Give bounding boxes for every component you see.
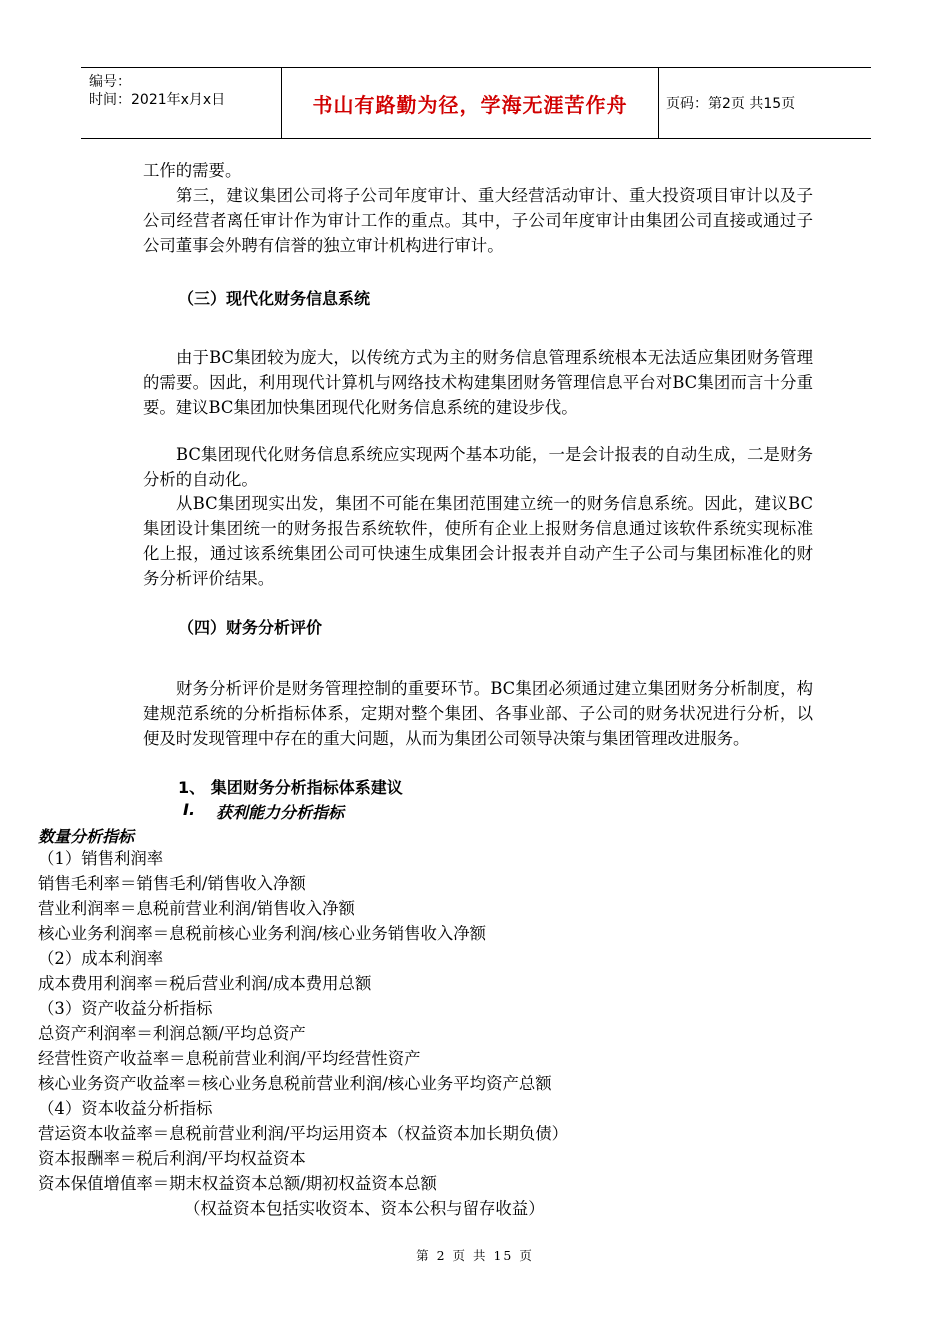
indicator-line: （3）资产收益分析指标 xyxy=(38,999,213,1018)
paragraph-info-system-intro: 由于BC集团较为庞大，以传统方式为主的财务信息管理系统根本无法适应集团财务管理的需要。因此，利用现代计算机与网络技术构建集团财务管理信息平台对BC集团而言十分重要。建议BC集团加快集团现代化财务信息系统的建设步伐。 xyxy=(143,348,813,417)
paragraph-financial-analysis: 财务分析评价是财务管理控制的重要环节。BC集团必须通过建立集团财务分析制度，构建规范系统的分析指标体系，定期对整个集团、各事业部、子公司的财务状况进行分析，以便及时发现管理中存在的重大问题，从而为集团公司领导决策与集团管理改进服务。 xyxy=(143,679,813,748)
page-footer: 第 2 页 共 15 页 xyxy=(416,1248,534,1263)
roman-numeral: I. xyxy=(183,800,196,819)
indicator-line: （2）成本利润率 xyxy=(38,949,164,968)
quantitative-heading: 数量分析指标 xyxy=(38,827,135,846)
paragraph-audit-focus: 第三，建议集团公司将子公司年度审计、重大经营活动审计、重大投资项目审计以及子公司经营者离任审计作为审计工作的重点。其中，子公司年度审计由集团公司直接或通过子公司董事会外聘有信誉的独立审计机构进行审计。 xyxy=(143,186,813,255)
subsection-heading: 1、 集团财务分析指标体系建议 xyxy=(178,778,403,797)
header-meta xyxy=(81,68,282,138)
indicator-line: 资本报酬率＝税后利润/平均权益资本 xyxy=(38,1149,306,1168)
paragraph-info-system-proposal: 从BC集团现实出发，集团不可能在集团范围建立统一的财务信息系统。因此，建议BC集团设计集团统一的财务报告系统软件，使所有企业上报财务信息通过该软件系统实现标准化上报，通过该系统集团公司可快速生成集团会计报表并自动产生子公司与集团标准化的财务分析评价结果。 xyxy=(143,494,813,588)
indicator-line: 销售毛利率＝销售毛利/销售收入净额 xyxy=(38,874,306,893)
indicator-line: 成本费用利润率＝税后营业利润/成本费用总额 xyxy=(38,974,372,993)
header-motto: 书山有路勤为径，学海无涯苦作舟 xyxy=(282,68,659,138)
indicator-line: （4）资本收益分析指标 xyxy=(38,1099,213,1118)
indicator-line: 营运资本收益率＝息税前营业利润/平均运用资本（权益资本加长期负债） xyxy=(38,1124,569,1143)
paragraph-info-system-functions: BC集团现代化财务信息系统应实现两个基本功能，一是会计报表的自动生成，二是财务分析的自动化。 xyxy=(143,445,813,489)
header-page-info: 页码：第2页 共15页 xyxy=(666,96,796,112)
document-date: 时间：2021年x月x日 xyxy=(89,92,226,108)
indicator-line: 核心业务利润率＝息税前核心业务利润/核心业务销售收入净额 xyxy=(38,924,487,943)
indicator-line: （1）销售利润率 xyxy=(38,849,164,868)
paragraph-continuation: 工作的需要。 xyxy=(143,161,242,180)
equity-note: （权益资本包括实收资本、资本公积与留存收益） xyxy=(184,1199,545,1218)
section-heading-info-system: （三）现代化财务信息系统 xyxy=(178,289,371,308)
page-header xyxy=(81,67,871,139)
section-heading-financial-analysis: （四）财务分析评价 xyxy=(178,618,323,637)
indicator-line: 总资产利润率＝利润总额/平均总资产 xyxy=(38,1024,306,1043)
document-number-label: 编号： xyxy=(89,74,131,90)
indicator-line: 经营性资产收益率＝息税前营业利润/平均经营性资产 xyxy=(38,1049,421,1068)
indicator-line: 营业利润率＝息税前营业利润/销售收入净额 xyxy=(38,899,355,918)
indicator-line: 资本保值增值率＝期末权益资本总额/期初权益资本总额 xyxy=(38,1174,437,1193)
indicator-line: 核心业务资产收益率＝核心业务息税前营业利润/核心业务平均资产总额 xyxy=(38,1074,552,1093)
profitability-heading: 获利能力分析指标 xyxy=(216,803,345,822)
